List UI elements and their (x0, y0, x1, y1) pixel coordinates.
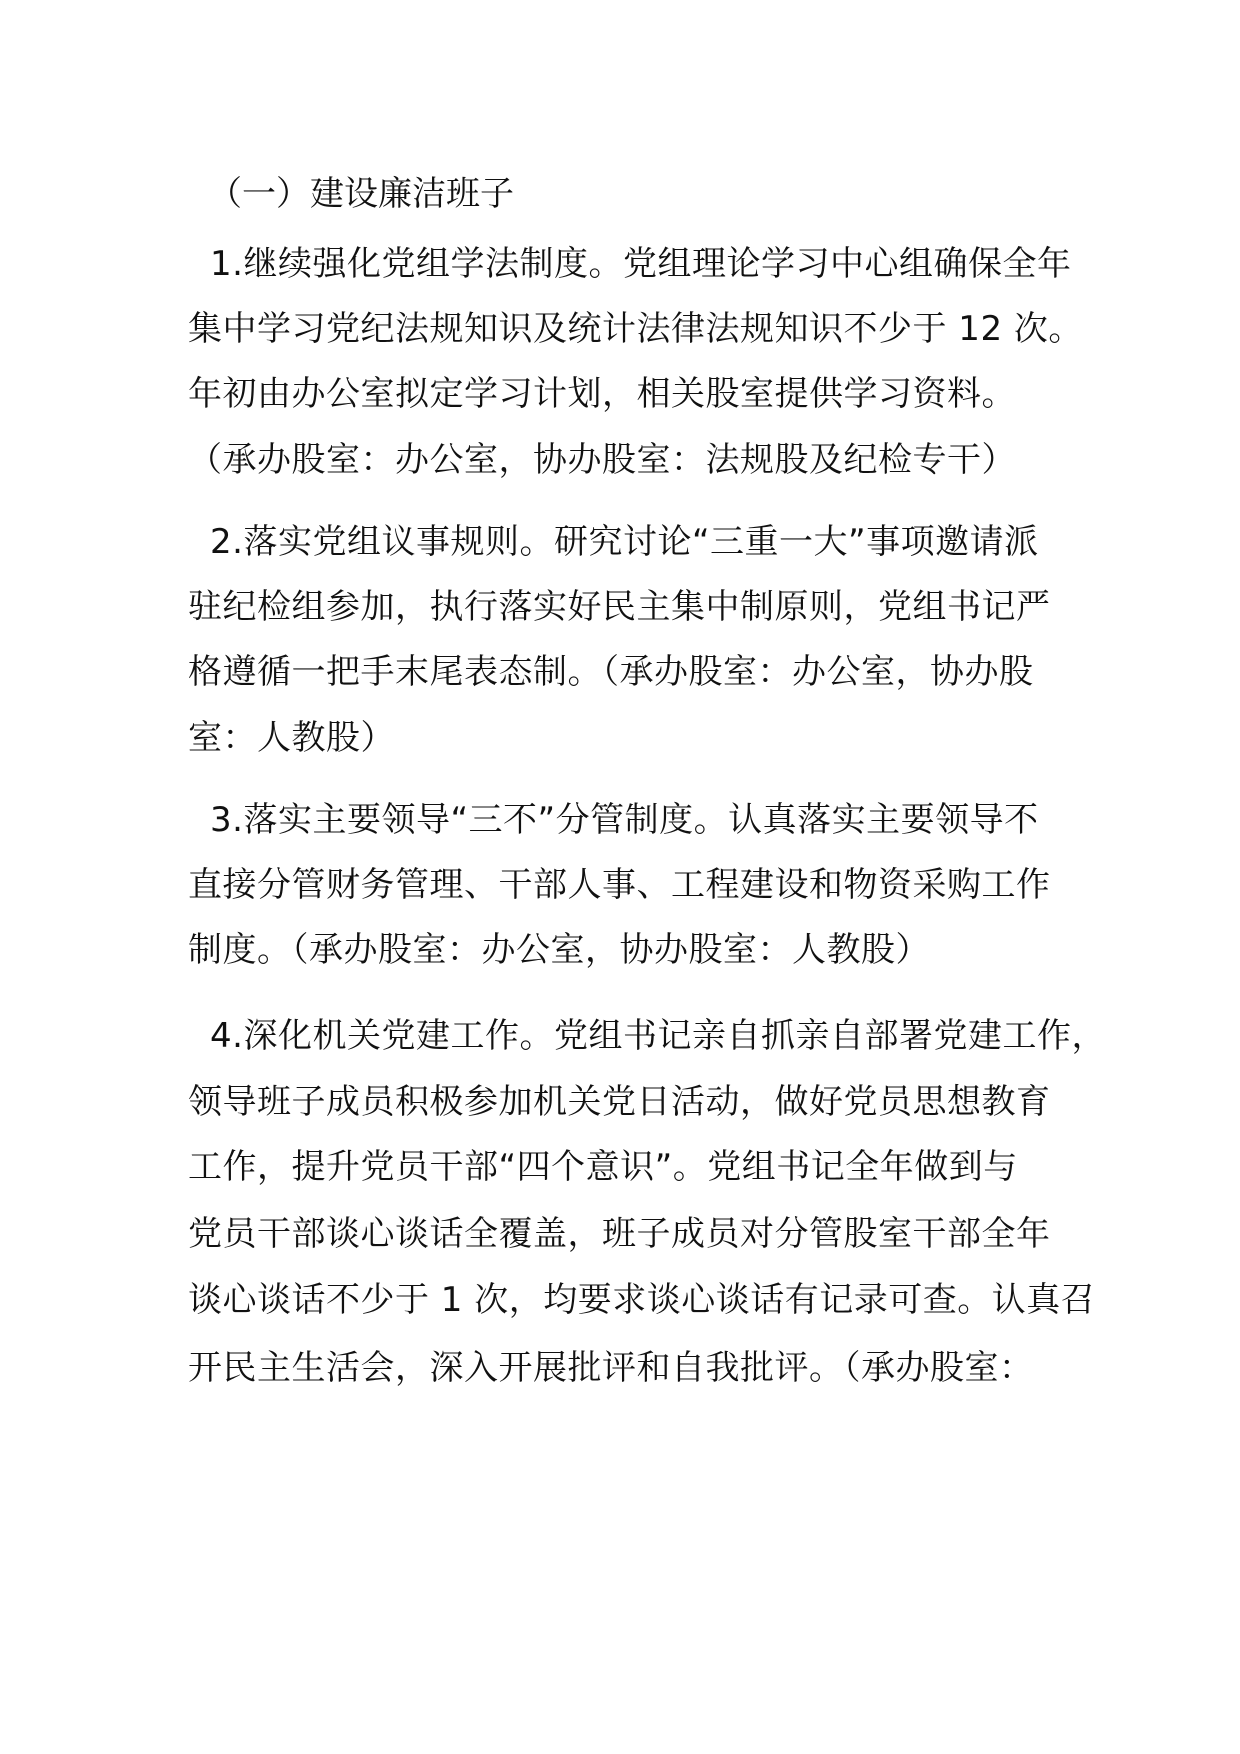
paragraph-line: 领导班子成员积极参加机关党日活动，做好党员思想教育 (188, 1082, 1051, 1122)
paragraph-line: 4.深化机关党建工作。党组书记亲自抓亲自部署党建工作， (210, 1016, 1106, 1056)
paragraph-line: 工作，提升党员干部“四个意识”。党组书记全年做到与 (188, 1147, 1018, 1187)
section-heading: （一）建设廉洁班子 (208, 174, 514, 214)
paragraph-line: 集中学习党纪法规知识及统计法律法规知识不少于 12 次。 (188, 309, 1083, 349)
paragraph-line: 格遵循一把手末尾表态制。（承办股室：办公室，协办股 (188, 652, 1034, 692)
paragraph-line: 驻纪检组参加，执行落实好民主集中制原则，党组书记严 (188, 587, 1051, 627)
paragraph-line: 直接分管财务管理、干部人事、工程建设和物资采购工作 (188, 865, 1051, 905)
paragraph-line: 室：人教股） (188, 718, 395, 758)
paragraph-line: 谈心谈话不少于 1 次，均要求谈心谈话有记录可查。认真召 (188, 1280, 1096, 1320)
paragraph-line: 年初由办公室拟定学习计划，相关股室提供学习资料。 (188, 374, 1016, 414)
paragraph-line: 1.继续强化党组学法制度。党组理论学习中心组确保全年 (210, 244, 1072, 284)
paragraph-line: 党员干部谈心谈话全覆盖，班子成员对分管股室干部全年 (188, 1214, 1051, 1254)
paragraph-line: 2.落实党组议事规则。研究讨论“三重一大”事项邀请派 (210, 522, 1039, 562)
paragraph-line: 制度。（承办股室：办公室，协办股室：人教股） (188, 930, 930, 970)
paragraph-line: （承办股室：办公室，协办股室：法规股及纪检专干） (188, 440, 1016, 480)
paragraph-line: 3.落实主要领导“三不”分管制度。认真落实主要领导不 (210, 800, 1039, 840)
paragraph-line: 开民主生活会，深入开展批评和自我批评。（承办股室： (188, 1348, 1034, 1388)
